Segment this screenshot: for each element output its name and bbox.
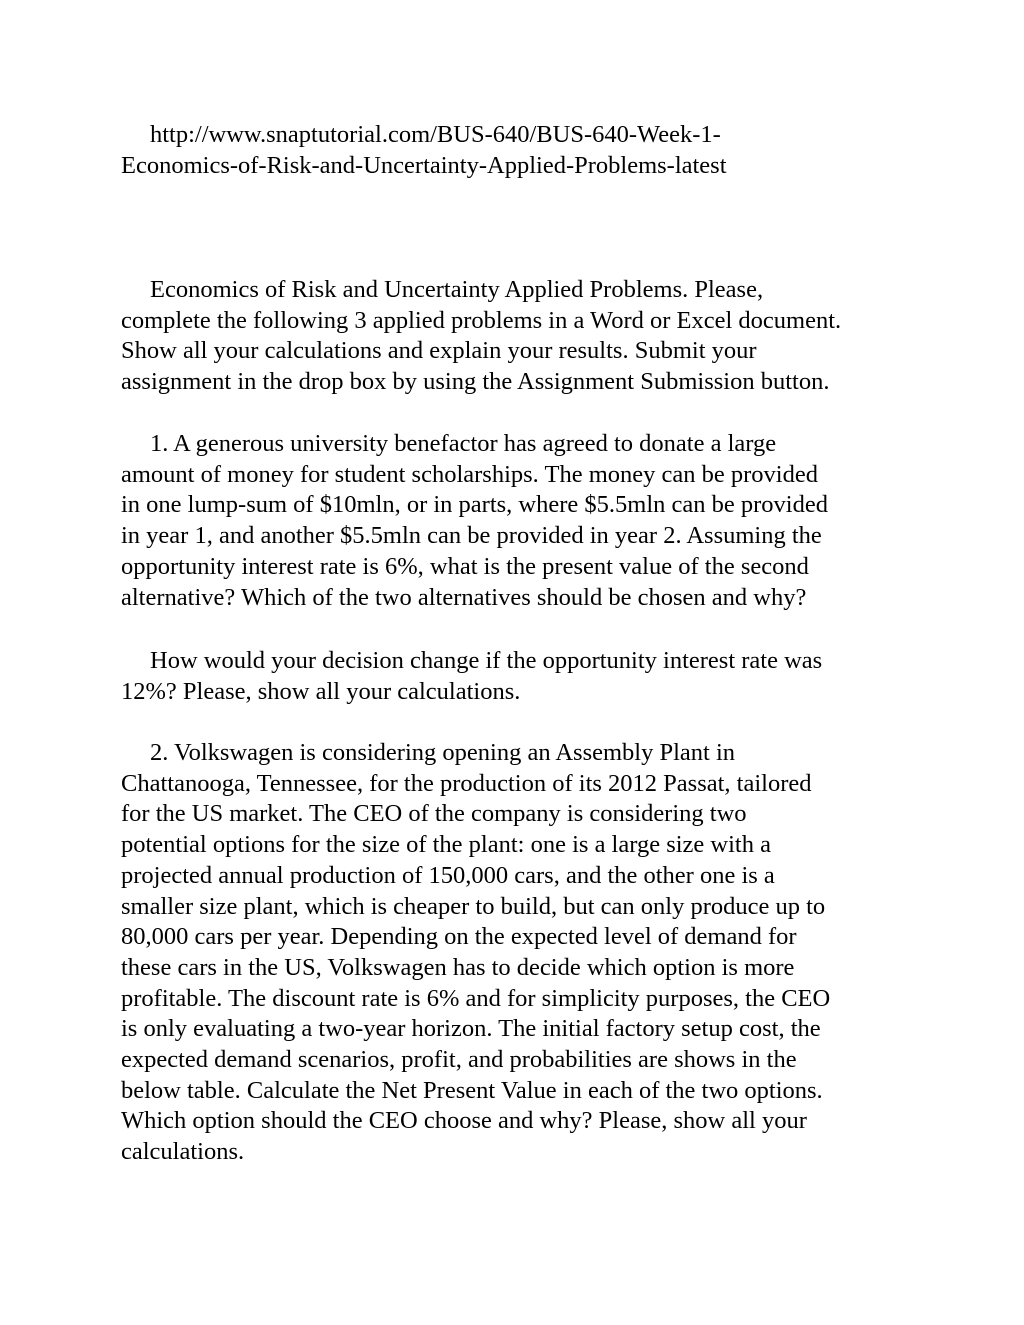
text-line: Which option should the CEO choose and why? Please, show all your [121,1107,807,1135]
text-line: 2. Volkswagen is considering opening an Assembly Plant in [150,739,736,766]
text-line: projected annual production of 150,000 cars, and the other one is a [121,861,775,889]
text-line: assignment in the drop box by using the Assignment Submission button. [121,368,830,396]
intro-paragraph [121,275,921,398]
problem-2-paragraph [121,738,921,1168]
url-line: Economics-of-Risk-and-Uncertainty-Applied-Problems-latest [121,151,727,179]
text-line: for the US market. The CEO of the company is considering two [121,800,747,828]
text-line: alternative? Which of the two alternatives should be chosen and why? [121,583,807,611]
text-line: opportunity interest rate is 6%, what is the present value of the second [121,552,809,580]
text-line: 1. A generous university benefactor has agreed to donate a large [150,430,777,457]
text-line: Chattanooga, Tennessee, for the production of its 2012 Passat, tailored [121,769,812,797]
text-line: profitable. The discount rate is 6% and for simplicity purposes, the CEO [121,984,831,1012]
text-line: Show all your calculations and explain your results. Submit your [121,337,757,365]
text-line: is only evaluating a two-year horizon. The initial factory setup cost, the [121,1015,821,1043]
source-url [121,120,921,181]
problem-1-paragraph [121,429,921,613]
url-line: http://www.snaptutorial.com/BUS-640/BUS-640-Week-1- [150,121,721,148]
text-line: below table. Calculate the Net Present Value in each of the two options. [121,1076,823,1104]
text-line: smaller size plant, which is cheaper to build, but can only produce up to [121,892,826,920]
text-line: complete the following 3 applied problems in a Word or Excel document. [121,306,842,334]
text-line: 80,000 cars per year. Depending on the expected level of demand for [121,923,797,951]
text-line: expected demand scenarios, profit, and probabilities are shows in the [121,1046,797,1074]
text-line: Economics of Risk and Uncertainty Applied Problems. Please, [150,276,764,303]
text-line: 12%? Please, show all your calculations. [121,677,521,705]
text-line: How would your decision change if the opportunity interest rate was [150,647,823,674]
text-line: these cars in the US, Volkswagen has to decide which option is more [121,953,795,981]
problem-1-followup-paragraph [121,646,921,707]
text-line: in one lump-sum of $10mln, or in parts, where $5.5mln can be provided [121,491,828,519]
text-line: in year 1, and another $5.5mln can be provided in year 2. Assuming the [121,522,822,550]
text-line: potential options for the size of the plant: one is a large size with a [121,831,771,859]
text-line: calculations. [121,1138,245,1166]
text-line: amount of money for student scholarships. The money can be provided [121,460,818,488]
